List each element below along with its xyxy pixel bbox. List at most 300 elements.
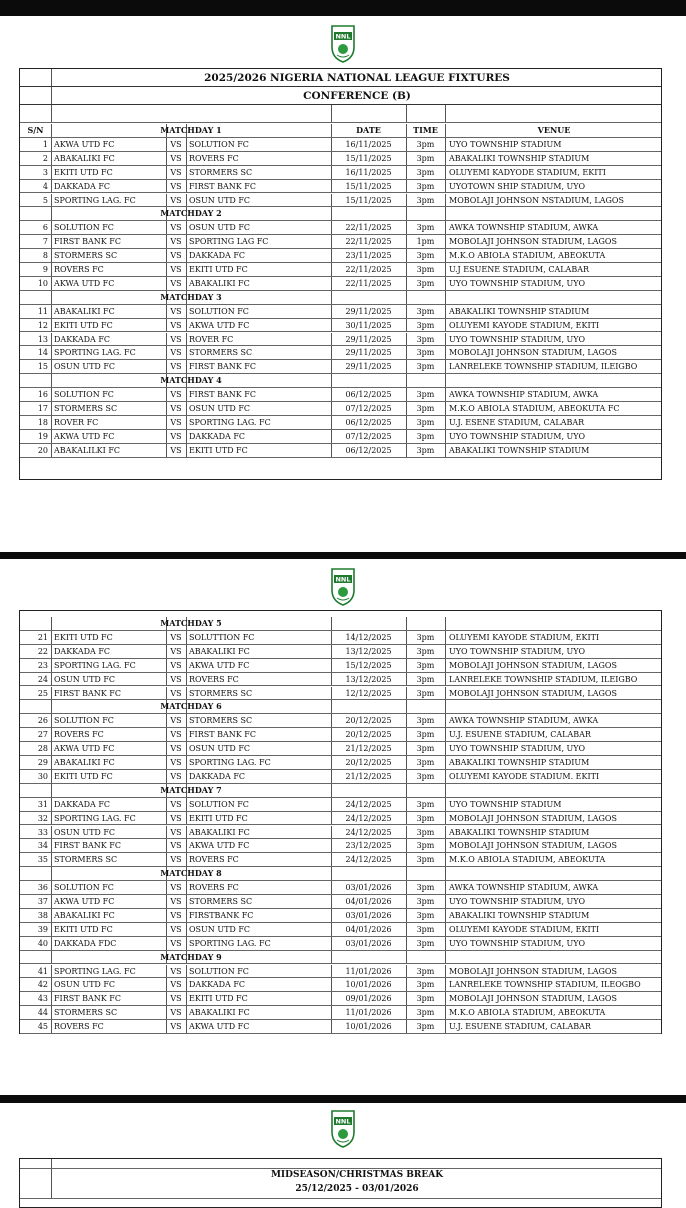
matchday-header-row — [20, 951, 661, 965]
fixture-row — [20, 923, 661, 937]
fixture-row — [20, 221, 661, 235]
vs-label: VS — [170, 827, 182, 837]
fixture-time: 3pm — [416, 660, 435, 670]
fixture-sn: 30 — [37, 771, 48, 781]
vs-label: VS — [170, 744, 182, 754]
fixture-venue: UYO TOWNSHIP STADIUM — [449, 799, 562, 809]
fixture-venue: M.K.O ABIOLA STADIUM, ABEOKUTA — [449, 1008, 606, 1018]
fixture-row — [20, 416, 661, 430]
matchday-header-row — [20, 784, 661, 798]
fixture-sn: 41 — [37, 966, 48, 976]
home-team: SOLUTION FC — [54, 223, 114, 233]
matchday-header-row — [20, 207, 661, 221]
nnl-logo — [329, 25, 357, 63]
away-team: ABAKALIKI FC — [189, 646, 250, 656]
vs-label: VS — [170, 334, 182, 344]
fixture-row — [20, 1006, 661, 1020]
home-team: ROVER FC — [54, 417, 99, 427]
fixture-date: 13/12/2025 — [345, 674, 392, 684]
home-team: ROVERS FC — [54, 1022, 104, 1032]
fixture-date: 12/12/2025 — [345, 688, 392, 698]
fixture-venue: OLUYEMI KAYODE STADIUM, EKITI — [449, 924, 600, 934]
home-team: EKITI UTD FC — [54, 632, 113, 642]
fixture-date: 14/12/2025 — [345, 632, 392, 642]
away-team: DAKKADA FC — [189, 431, 246, 441]
fixture-row — [20, 853, 661, 867]
away-team: ROVERS FC — [189, 883, 239, 893]
fixture-sn: 13 — [37, 334, 48, 344]
fixture-date: 10/01/2026 — [345, 980, 392, 990]
conference-row — [20, 87, 661, 105]
fixture-venue: OLUYEMI KAYODE STADIUM, EKITI — [449, 320, 600, 330]
fixture-sn: 21 — [37, 632, 48, 642]
fixture-row — [20, 728, 661, 742]
fixture-row — [20, 742, 661, 756]
vs-label: VS — [170, 417, 182, 427]
page-break-band — [0, 552, 686, 559]
break-title-row — [20, 1169, 661, 1183]
vs-label: VS — [170, 799, 182, 809]
matchday-title: MATCHDAY 9 — [160, 951, 222, 962]
fixtures-table-sheet-2 — [19, 610, 662, 1034]
fixture-sn: 16 — [37, 390, 48, 400]
fixture-date: 23/12/2025 — [345, 841, 392, 851]
home-team: AKWA UTD FC — [54, 139, 115, 149]
fixture-row — [20, 812, 661, 826]
svg-text:NNL: NNL — [335, 575, 351, 584]
fixture-time: 3pm — [416, 1022, 435, 1032]
vs-label: VS — [170, 841, 182, 851]
home-team: SPORTING LAG. FC — [54, 195, 136, 205]
fixture-venue: MOBOLAJI JOHNSON STADIUM, LAGOS — [449, 237, 617, 247]
away-team: DAKKADA FC — [189, 771, 246, 781]
fixture-venue: LANRELEKE TOWNSHIP STADIUM, ILEIGBO — [449, 362, 638, 372]
fixture-venue: M.K.O ABIOLA STADIUM, ABEOKUTA — [449, 855, 606, 865]
home-team: OSUN UTD FC — [54, 827, 116, 837]
fixture-time: 3pm — [416, 390, 435, 400]
vs-label: VS — [170, 362, 182, 372]
fixture-venue: ABAKALIKI TOWNSHIP STADIUM — [449, 153, 590, 163]
vs-label: VS — [170, 445, 182, 455]
fixture-sn: 9 — [42, 265, 48, 274]
matchday-title: MATCHDAY 6 — [160, 701, 222, 712]
fixture-sn: 29 — [37, 758, 48, 767]
vs-label: VS — [170, 716, 182, 726]
fixture-venue: ABAKALIKI TOWNSHIP STADIUM — [449, 827, 590, 837]
fixture-row — [20, 770, 661, 784]
fixture-time: 3pm — [416, 813, 435, 823]
away-team: OSUN UTD FC — [189, 223, 251, 233]
away-team: OSUN UTD FC — [189, 404, 251, 413]
home-team: SPORTING LAG. FC — [54, 348, 136, 358]
away-team: DAKKADA FC — [189, 980, 246, 990]
break-table — [19, 1158, 662, 1208]
fixtures-table-sheet-1 — [19, 68, 662, 480]
fixture-time: 3pm — [416, 994, 435, 1004]
fixture-sn: 7 — [42, 237, 48, 247]
fixture-date: 03/01/2026 — [345, 938, 392, 948]
fixture-row — [20, 909, 661, 923]
away-team: FIRST BANK FC — [189, 730, 256, 740]
fixture-sn: 20 — [37, 445, 48, 455]
vs-label: VS — [170, 883, 182, 893]
fixture-time: 3pm — [416, 404, 435, 413]
matchday-header-row — [20, 867, 661, 881]
home-team: STORMERS SC — [54, 1008, 118, 1018]
fixture-venue: ABAKALIKI TOWNSHIP STADIUM — [449, 306, 590, 316]
fixture-sn: 40 — [37, 938, 48, 948]
away-team: ROVERS FC — [189, 674, 239, 684]
nnl-logo-icon — [329, 1110, 357, 1148]
spacer-row — [20, 105, 661, 123]
fixture-time: 3pm — [416, 646, 435, 656]
matchday-title: MATCHDAY 8 — [160, 868, 222, 879]
fixture-time: 3pm — [416, 1008, 435, 1018]
vs-label: VS — [170, 237, 182, 247]
fixture-date: 22/11/2025 — [345, 237, 392, 247]
home-team: AKWA UTD FC — [54, 744, 115, 754]
fixture-venue: UYO TOWNSHIP STADIUM, UYO — [449, 646, 586, 656]
fixture-date: 11/01/2026 — [345, 1008, 392, 1018]
fixture-venue: AWKA TOWNSHIP STADIUM, AWKA — [449, 223, 599, 233]
home-team: SOLUTION FC — [54, 883, 114, 893]
fixture-date: 20/12/2025 — [345, 716, 392, 726]
fixture-row — [20, 937, 661, 951]
fixture-sn: 45 — [37, 1022, 48, 1032]
home-team: EKITI UTD FC — [54, 771, 113, 781]
vs-label: VS — [170, 855, 182, 865]
fixture-venue: UYO TOWNSHIP STADIUM, UYO — [449, 431, 586, 441]
vs-label: VS — [170, 660, 182, 670]
fixture-sn: 39 — [37, 924, 48, 934]
vs-label: VS — [170, 278, 182, 288]
fixture-row — [20, 978, 661, 992]
away-team: STORMERS SC — [189, 716, 253, 726]
fixture-sn: 6 — [42, 223, 48, 233]
fixture-sn: 27 — [37, 730, 48, 740]
fixture-time: 3pm — [416, 966, 435, 976]
fixture-time: 3pm — [416, 744, 435, 754]
fixture-date: 13/12/2025 — [345, 646, 392, 656]
fixture-time: 3pm — [416, 897, 435, 906]
home-team: DAKKADA FDC — [54, 938, 117, 948]
fixture-row — [20, 166, 661, 180]
fixture-time: 3pm — [416, 265, 435, 274]
fixture-time: 3pm — [416, 334, 435, 344]
fixture-row — [20, 839, 661, 853]
home-team: DAKKADA FC — [54, 646, 111, 656]
fixture-row — [20, 645, 661, 659]
fixture-venue: M.K.O ABIOLA STADIUM, ABEOKUTA FC — [449, 404, 620, 413]
fixture-sn: 26 — [37, 716, 48, 726]
fixture-time: 3pm — [416, 910, 435, 920]
vs-label: VS — [170, 632, 182, 642]
fixture-date: 06/12/2025 — [345, 445, 392, 455]
vs-label: VS — [170, 897, 182, 906]
fixture-time: 3pm — [416, 688, 435, 698]
fixture-time: 3pm — [416, 730, 435, 740]
fixture-time: 3pm — [416, 278, 435, 288]
away-team: SPORTING LAG. FC — [189, 938, 271, 948]
fixture-date: 22/11/2025 — [345, 278, 392, 288]
nnl-logo-icon — [329, 568, 357, 606]
fixture-time: 3pm — [416, 841, 435, 851]
fixture-row — [20, 152, 661, 166]
vs-label: VS — [170, 646, 182, 656]
fixture-date: 20/12/2025 — [345, 758, 392, 767]
away-team: ABAKALIKI FC — [189, 278, 250, 288]
fixture-row — [20, 263, 661, 277]
away-team: FIRSTBANK FC — [189, 910, 254, 920]
fixture-time: 3pm — [416, 799, 435, 809]
matchday-header-row — [20, 700, 661, 714]
fixture-date: 15/11/2025 — [345, 195, 392, 205]
fixture-date: 04/01/2026 — [345, 924, 392, 934]
vs-label: VS — [170, 994, 182, 1004]
fixture-sn: 12 — [37, 320, 48, 330]
fixture-sn: 32 — [37, 813, 48, 823]
fixture-date: 16/11/2025 — [345, 167, 392, 177]
home-team: STORMERS SC — [54, 404, 118, 413]
home-team: FIRST BANK FC — [54, 994, 121, 1004]
fixture-date: 29/11/2025 — [345, 334, 392, 344]
fixture-time: 3pm — [416, 153, 435, 163]
fixture-venue: UYO TOWNSHIP STADIUM, UYO — [449, 744, 586, 754]
fixture-row — [20, 659, 661, 673]
home-team: OSUN UTD FC — [54, 980, 116, 990]
fixture-time: 3pm — [416, 417, 435, 427]
away-team: EKITI UTD FC — [189, 445, 248, 455]
fixture-row — [20, 319, 661, 333]
fixture-date: 07/12/2025 — [345, 431, 392, 441]
col-date-header: DATE — [356, 125, 381, 135]
vs-label: VS — [170, 910, 182, 920]
fixture-row — [20, 402, 661, 416]
page-break-band — [0, 1095, 686, 1103]
away-team: FIRST BANK FC — [189, 362, 256, 372]
home-team: ROVERS FC — [54, 730, 104, 740]
fixture-row — [20, 798, 661, 812]
svg-text:NNL: NNL — [335, 1117, 351, 1126]
fixture-time: 3pm — [416, 924, 435, 934]
fixture-date: 21/12/2025 — [345, 771, 392, 781]
fixture-sn: 8 — [42, 251, 48, 261]
fixture-venue: MOBOLAJI JOHNSON STADIUM, LAGOS — [449, 966, 617, 976]
fixture-time: 3pm — [416, 445, 435, 455]
fixture-sn: 19 — [37, 431, 48, 441]
home-team: ABAKALILKI FC — [54, 445, 120, 455]
vs-label: VS — [170, 181, 182, 191]
fixture-date: 24/12/2025 — [345, 813, 392, 823]
fixture-venue: OLUYEMI KADYODE STADIUM, EKITI — [449, 167, 606, 177]
vs-label: VS — [170, 390, 182, 400]
top-band — [0, 0, 686, 16]
fixture-time: 3pm — [416, 181, 435, 191]
vs-label: VS — [170, 771, 182, 781]
fixture-venue: AWKA TOWNSHIP STADIUM, AWKA — [449, 883, 599, 893]
home-team: OSUN UTD FC — [54, 674, 116, 684]
away-team: STORMERS SC — [189, 167, 253, 177]
vs-label: VS — [170, 730, 182, 740]
away-team: AKWA UTD FC — [189, 660, 250, 670]
home-team: ABAKALIKI FC — [54, 306, 115, 316]
fixture-row — [20, 194, 661, 208]
fixture-time: 3pm — [416, 320, 435, 330]
fixture-date: 06/12/2025 — [345, 417, 392, 427]
fixture-date: 29/11/2025 — [345, 362, 392, 372]
fixture-venue: MOBOLAJI JOHNSON NSTADIUM, LAGOS — [449, 195, 624, 205]
fixture-time: 3pm — [416, 348, 435, 358]
vs-label: VS — [170, 980, 182, 990]
fixture-venue: MOBOLAJI JOHNSON STADIUM, LAGOS — [449, 994, 617, 1004]
vs-label: VS — [170, 265, 182, 274]
fixture-sn: 36 — [37, 883, 48, 893]
home-team: STORMERS SC — [54, 855, 118, 865]
fixture-time: 3pm — [416, 771, 435, 781]
fixture-row — [20, 235, 661, 249]
fixture-venue: UYOTOWN SHIP STADIUM, UYO — [449, 181, 586, 191]
fixture-sn: 15 — [37, 362, 48, 372]
fixture-venue: U.J. ESENE STADIUM, CALABAR — [449, 417, 585, 427]
home-team: DAKKADA FC — [54, 799, 111, 809]
fixture-date: 29/11/2025 — [345, 348, 392, 358]
away-team: SPORTING LAG FC — [189, 237, 269, 247]
matchday-title: MATCHDAY 7 — [160, 784, 222, 795]
fixture-sn: 35 — [37, 855, 48, 865]
fixture-venue: UYO TOWNSHIP STADIUM, UYO — [449, 334, 586, 344]
away-team: SPORTING LAG. FC — [189, 758, 271, 767]
fixture-date: 24/12/2025 — [345, 799, 392, 809]
fixture-venue: M.K.O ABIOLA STADIUM, ABEOKUTA — [449, 251, 606, 261]
fixture-row — [20, 430, 661, 444]
fixture-row — [20, 673, 661, 687]
home-team: FIRST BANK FC — [54, 688, 121, 698]
fixture-time: 3pm — [416, 674, 435, 684]
fixture-sn: 22 — [37, 646, 48, 656]
away-team: OSUN UTD FC — [189, 924, 251, 934]
home-team: SOLUTION FC — [54, 716, 114, 726]
fixture-sn: 10 — [37, 278, 48, 288]
matchday-header-row — [20, 374, 661, 388]
fixture-sn: 5 — [42, 195, 48, 205]
home-team: AKWA UTD FC — [54, 278, 115, 288]
conference-title: CONFERENCE (B) — [303, 90, 411, 102]
title-row — [20, 69, 661, 87]
fixture-date: 04/01/2026 — [345, 897, 392, 906]
away-team: SOLUTION FC — [189, 306, 249, 316]
home-team: AKWA UTD FC — [54, 897, 115, 906]
fixture-date: 06/12/2025 — [345, 390, 392, 400]
fixture-time: 3pm — [416, 716, 435, 726]
away-team: SOLUTION FC — [189, 139, 249, 149]
away-team: ABAKALIKI FC — [189, 1008, 250, 1018]
fixture-time: 3pm — [416, 431, 435, 441]
away-team: ROVERS FC — [189, 153, 239, 163]
nnl-logo — [329, 1110, 357, 1148]
fixture-row — [20, 138, 661, 152]
away-team: ABAKALIKI FC — [189, 827, 250, 837]
fixture-date: 15/11/2025 — [345, 181, 392, 191]
fixture-row — [20, 965, 661, 979]
matchday-header-row — [20, 124, 661, 138]
away-team: EKITI UTD FC — [189, 265, 248, 274]
away-team: ROVER FC — [189, 334, 234, 344]
fixture-time: 3pm — [416, 362, 435, 372]
home-team: SPORTING LAG. FC — [54, 966, 136, 976]
away-team: EKITI UTD FC — [189, 813, 248, 823]
fixture-date: 24/12/2025 — [345, 855, 392, 865]
fixture-sn: 34 — [37, 841, 48, 851]
fixture-time: 1pm — [416, 237, 435, 247]
away-team: AKWA UTD FC — [189, 1022, 250, 1032]
away-team: FIRST BANK FC — [189, 181, 256, 191]
nnl-logo — [329, 568, 357, 606]
fixture-date: 29/11/2025 — [345, 306, 392, 316]
fixture-venue: ABAKALIKI TOWNSHIP STADIUM — [449, 445, 590, 455]
vs-label: VS — [170, 813, 182, 823]
home-team: SPORTING LAG. FC — [54, 813, 136, 823]
fixture-row — [20, 180, 661, 194]
vs-label: VS — [170, 320, 182, 330]
home-team: ABAKALIKI FC — [54, 910, 115, 920]
fixture-date: 20/12/2025 — [345, 730, 392, 740]
vs-label: VS — [170, 251, 182, 261]
fixture-venue: UYO TOWNSHIP STADIUM — [449, 139, 562, 149]
home-team: SOLUTION FC — [54, 390, 114, 400]
away-team: STORMERS SC — [189, 688, 253, 698]
fixture-row — [20, 631, 661, 645]
fixture-time: 3pm — [416, 195, 435, 205]
away-team: OSUN UTD FC — [189, 744, 251, 754]
vs-label: VS — [170, 223, 182, 233]
fixture-date: 10/01/2026 — [345, 1022, 392, 1032]
home-team: SPORTING LAG. FC — [54, 660, 136, 670]
away-team: DAKKADA FC — [189, 251, 246, 261]
home-team: STORMERS SC — [54, 251, 118, 261]
fixture-date: 24/12/2025 — [345, 827, 392, 837]
vs-label: VS — [170, 674, 182, 684]
fixture-sn: 43 — [37, 994, 48, 1004]
fixture-time: 3pm — [416, 827, 435, 837]
fixture-row — [20, 756, 661, 770]
fixture-row — [20, 277, 661, 291]
fixture-venue: ABAKALIKI TOWNSHIP STADIUM — [449, 758, 590, 767]
fixture-date: 21/12/2025 — [345, 744, 392, 754]
page-title: 2025/2026 NIGERIA NATIONAL LEAGUE FIXTURES — [204, 72, 510, 84]
fixture-sn: 24 — [37, 674, 48, 684]
fixture-date: 11/01/2026 — [345, 966, 392, 976]
vs-label: VS — [170, 924, 182, 934]
fixture-row — [20, 360, 661, 374]
away-team: SOLUTTION FC — [189, 632, 255, 642]
matchday-header-row — [20, 291, 661, 305]
fixture-date: 16/11/2025 — [345, 139, 392, 149]
fixture-time: 3pm — [416, 855, 435, 865]
fixture-sn: 18 — [37, 417, 48, 427]
fixture-row — [20, 687, 661, 701]
home-team: EKITI UTD FC — [54, 167, 113, 177]
fixture-sn: 31 — [37, 799, 48, 809]
home-team: EKITI UTD FC — [54, 320, 113, 330]
fixture-venue: OLUYEMI KAYODE STADIUM. EKITI — [449, 771, 600, 781]
vs-label: VS — [170, 758, 182, 767]
fixture-venue: U.J ESUENE STADIUM, CALABAR — [449, 265, 590, 274]
fixture-venue: MOBOLAJI JOHNSON STADIUM, LAGOS — [449, 841, 617, 851]
fixture-date: 23/11/2025 — [345, 251, 392, 261]
fixture-date: 15/11/2025 — [345, 153, 392, 163]
home-team: ROVERS FC — [54, 265, 104, 274]
fixture-row — [20, 826, 661, 840]
